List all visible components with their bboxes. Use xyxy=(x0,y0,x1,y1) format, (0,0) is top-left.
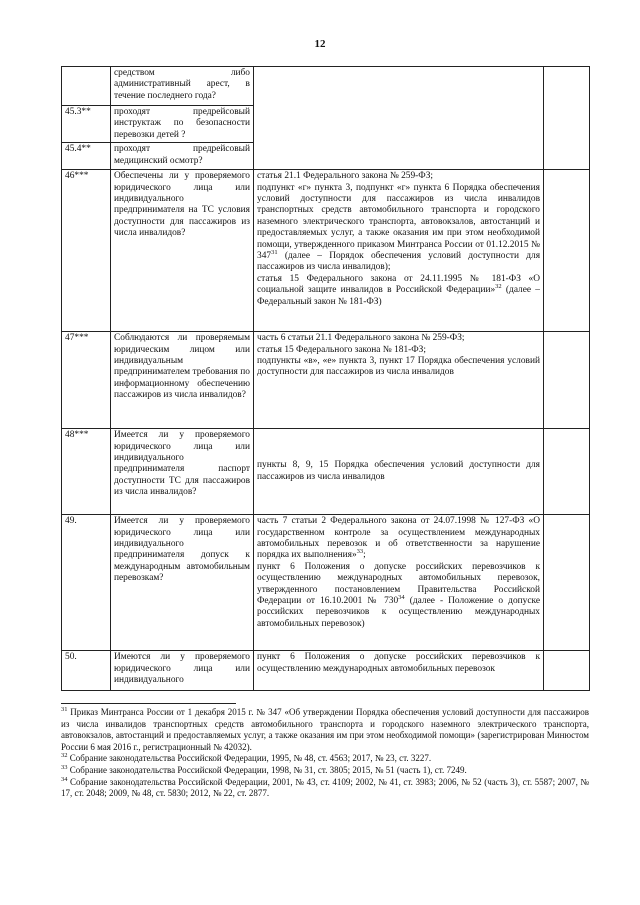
law-line: статья 21.1 Федерального закона № 259-ФЗ; xyxy=(257,171,434,182)
page-number: 12 xyxy=(314,38,326,50)
footnote-ref[interactable]: 31 xyxy=(271,248,278,256)
footnote-ref[interactable]: 34 xyxy=(398,593,405,601)
question-cell: проходят предрейсовый инструктаж по безопасности перевозки детей ? xyxy=(111,106,254,143)
law-line: пункт 6 Положения о допуске российских перевозчиков к осуществлению международных автомобильных перевозок xyxy=(257,652,540,674)
row-number: 45.3** xyxy=(62,106,111,143)
question-cell: Имеется ли у проверяемого юридического лица или индивидуального предпринимателя паспорт доступности ТС для пассажиров из числа инвалидов? xyxy=(111,429,254,515)
law-line: часть 6 статьи 21.1 Федерального закона № 259-ФЗ; xyxy=(257,333,465,344)
law-cell xyxy=(254,67,544,106)
table-row xyxy=(62,515,590,651)
table-row xyxy=(62,651,590,691)
table-row xyxy=(62,170,590,332)
law-cell xyxy=(254,429,544,515)
law-line: подпункты «в», «е» пункта 3, пункт 17 Порядка обеспечения условий доступности для пассажиров из числа инвалидов xyxy=(257,356,540,378)
footnote-text: Собрание законодательства Российской Федерации, 2001, № 43, ст. 4109; 2002, № 41, ст. 3983; 2006, № 52 (часть 3), ст. 5587; 2007, № 17, ст. 2048; 2009, № 48, ст. 5830; 2012, № 22, ст. 2877. xyxy=(61,776,590,799)
question-cell: Имеются ли у проверяемого юридического лица или индивидуального xyxy=(111,651,254,691)
law-cell xyxy=(254,515,544,651)
footnote-ref[interactable]: 32 xyxy=(495,283,502,291)
footnotes xyxy=(61,707,589,800)
notes-cell xyxy=(544,332,590,429)
footnote-text: Собрание законодательства Российской Федерации, 1998, № 31, ст. 3805; 2015, № 51 (часть 1), ст. 7249. xyxy=(69,764,467,775)
footnote-mark: 32 xyxy=(61,752,68,760)
row-number xyxy=(62,67,111,106)
footnote xyxy=(61,707,589,753)
row-number: 45.4** xyxy=(62,143,111,170)
law-cell xyxy=(254,651,544,691)
notes-cell xyxy=(544,515,590,651)
law-line: статья 15 Федерального закона № 181-ФЗ; xyxy=(257,344,426,355)
table-row xyxy=(62,143,590,170)
notes-cell xyxy=(544,67,590,170)
law-line: (далее - Положение о допуске российских перевозчиков к осуществлению международных автомобильных перевозок) xyxy=(257,596,540,629)
notes-cell xyxy=(544,170,590,332)
law-cell xyxy=(254,170,544,332)
law-line: пункты 8, 9, 15 Порядка обеспечения условий доступности для пассажиров из числа инвалидов xyxy=(257,460,540,482)
footnote-divider xyxy=(61,703,236,704)
law-line: (далее – Порядок обеспечения условий доступности для пассажиров из числа инвалидов); xyxy=(257,251,541,273)
footnote-mark: 31 xyxy=(61,706,68,713)
notes-cell xyxy=(544,429,590,515)
table-row xyxy=(62,67,590,106)
footnote xyxy=(61,753,589,765)
question-cell: Имеется ли у проверяемого юридического лица или индивидуального предпринимателя допуск к международным автомобильным перевозкам? xyxy=(111,515,254,651)
question-cell: средством либо административный арест, в течение последнего года? xyxy=(111,67,254,106)
law-line: статья 15 Федерального закона от 24.11.1995 № 181-ФЗ «О социальной защите инвалидов в Российской Федерации» xyxy=(257,273,540,296)
footnote xyxy=(61,765,589,777)
question-cell: Обеспечены ли у проверяемого юридического лица или индивидуального предпринимателя на ТС условия доступности для пассажиров из числа инвалидов? xyxy=(111,170,254,332)
footnote-text: Собрание законодательства Российской Федерации, 1995, № 48, ст. 4563; 2017, № 23, ст. 3227. xyxy=(69,753,432,764)
footnote-ref[interactable]: 33 xyxy=(356,548,364,556)
question-cell: проходят предрейсовый медицинский осмотр? xyxy=(111,143,254,170)
footnote xyxy=(61,777,589,800)
checklist-table xyxy=(61,66,590,691)
footnote-text: Приказ Минтранса России от 1 декабря 2015 г. № 347 «Об утверждении Порядка обеспечения условий доступности для пассажиров из числа инвалидов транспортных средств автомобильного транспорта и городского наземного электрического транспорта, автовокзалов, автостанций и предоставляемых услуг, а также оказания им при этом необходимой помощи» (зарегистрирован Минюстом России 6 мая 2016 г., регистрационный № 42032). xyxy=(61,707,589,752)
table-row xyxy=(62,332,590,429)
law-cell xyxy=(254,106,544,143)
question-cell: Соблюдаются ли проверяемым юридическим лицом или индивидуальным предпринимателем требования по информационному обеспечению пассажиров из числа инвалидов? xyxy=(111,332,254,429)
law-cell xyxy=(254,143,544,170)
footnote-mark: 33 xyxy=(61,763,68,771)
law-line: пункт 6 Положения о допуске российских перевозчиков к осуществлению международных автомобильных перевозок, утвержденного постановлением Правительства Российской Федерации от 16.10.2001 № 730 xyxy=(257,561,540,607)
law-line: подпункт «г» пункта 3, подпункт «г» пункта 6 Порядка обеспечения условий доступности для пассажиров из числа инвалидов транспортных средств автомобильного транспорта и городского наземного электрического транспорта, автовокзалов, автостанций и предоставляемых услуг, а также оказания им при этом необходимой помощи, утвержденного приказом Минтранса России от 01.12.2015 № 347 xyxy=(257,182,540,262)
row-number: 49. xyxy=(62,515,111,651)
law-cell xyxy=(254,332,544,429)
row-number: 47*** xyxy=(62,332,111,429)
notes-cell xyxy=(544,651,590,691)
table-row xyxy=(62,429,590,515)
row-number: 46*** xyxy=(62,170,111,332)
law-line: часть 7 статьи 2 Федерального закона от 24.07.1998 № 127-ФЗ «О государственном контроле за осуществлением международных автомобильных перевозок и об ответственности за нарушение порядка их выполнения» xyxy=(257,516,540,561)
table-row xyxy=(62,106,590,143)
row-number: 48*** xyxy=(62,429,111,515)
law-line: ; xyxy=(363,550,366,561)
footnote-mark: 34 xyxy=(61,775,68,783)
law-line: (далее – Федеральный закон № 181-ФЗ) xyxy=(257,285,540,307)
row-number: 50. xyxy=(62,651,111,691)
